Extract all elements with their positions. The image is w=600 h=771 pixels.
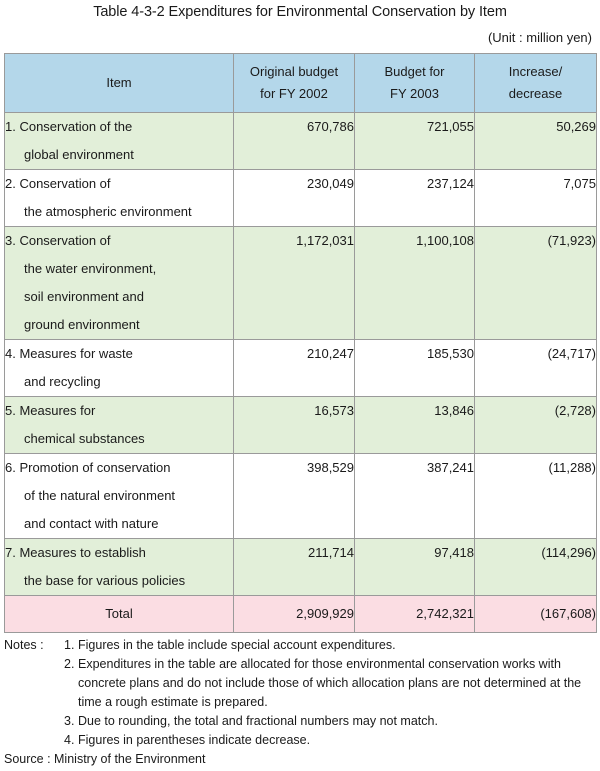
row-change: (2,728) xyxy=(475,397,597,454)
item-line: 1. Conservation of the xyxy=(5,119,133,134)
header-item: Item xyxy=(5,54,234,113)
header-change-line2: decrease xyxy=(508,86,563,101)
item-line: the water environment, xyxy=(24,261,157,276)
unit-label: (Unit : million yen) xyxy=(487,30,592,45)
item-line: 7. Measures to establish xyxy=(5,545,146,560)
row-item-label xyxy=(5,539,234,596)
table-row xyxy=(5,340,597,397)
row-item-label xyxy=(5,113,234,170)
header-budget-2003 xyxy=(355,54,475,113)
row-change: (71,923) xyxy=(475,227,597,340)
row-original-budget: 16,573 xyxy=(234,397,355,454)
row-item-label xyxy=(5,170,234,227)
item-line: global environment xyxy=(24,147,134,162)
row-item-label xyxy=(5,340,234,397)
item-line: soil environment and xyxy=(24,289,144,304)
header-original-line1: Original budget xyxy=(249,64,339,79)
table-row xyxy=(5,170,597,227)
row-change: (24,717) xyxy=(475,340,597,397)
note-number: 3. xyxy=(64,714,75,728)
row-original-budget: 670,786 xyxy=(234,113,355,170)
row-change: (11,288) xyxy=(475,454,597,539)
note-text: Expenditures in the table are allocated for those environmental conservation works with concrete plans and do not include those of which allocation plans are not determined at the time a rough estimate is prepared. xyxy=(78,657,582,709)
table-row xyxy=(5,397,597,454)
table-row xyxy=(5,454,597,539)
table-title: Table 4-3-2 Expenditures for Environmental Conservation by Item xyxy=(93,4,507,20)
note-number: 1. xyxy=(64,638,75,652)
total-budget: 2,742,321 xyxy=(355,596,475,633)
row-change: (114,296) xyxy=(475,539,597,596)
note-row xyxy=(4,731,596,750)
item-line: chemical substances xyxy=(24,431,145,446)
header-budget-line1: Budget for xyxy=(384,64,445,79)
row-item-label xyxy=(5,227,234,340)
table-row xyxy=(5,227,597,340)
item-line: 4. Measures for waste xyxy=(5,346,133,361)
total-label: Total xyxy=(5,596,234,633)
header-change xyxy=(475,54,597,113)
row-original-budget: 1,172,031 xyxy=(234,227,355,340)
row-item-label xyxy=(5,397,234,454)
row-change: 7,075 xyxy=(475,170,597,227)
row-original-budget: 210,247 xyxy=(234,340,355,397)
row-original-budget: 230,049 xyxy=(234,170,355,227)
item-line: and contact with nature xyxy=(24,516,159,531)
note-text: Figures in parentheses indicate decrease. xyxy=(78,733,311,747)
source-line: Source : Ministry of the Environment xyxy=(4,752,206,766)
item-line: of the natural environment xyxy=(24,488,176,503)
item-line: 5. Measures for xyxy=(5,403,96,418)
total-row xyxy=(5,596,597,633)
note-number: 4. xyxy=(64,733,75,747)
row-budget-2003: 387,241 xyxy=(355,454,475,539)
note-number: 2. xyxy=(64,657,75,671)
expenditure-table xyxy=(4,53,597,633)
row-original-budget: 211,714 xyxy=(234,539,355,596)
note-text: Figures in the table include special account expenditures. xyxy=(78,638,396,652)
table-row xyxy=(5,539,597,596)
item-line: and recycling xyxy=(24,374,101,389)
row-budget-2003: 237,124 xyxy=(355,170,475,227)
row-budget-2003: 13,846 xyxy=(355,397,475,454)
row-budget-2003: 185,530 xyxy=(355,340,475,397)
header-original-budget xyxy=(234,54,355,113)
header-change-line1: Increase/ xyxy=(508,64,563,79)
note-row xyxy=(4,636,596,655)
note-row xyxy=(4,655,596,712)
row-original-budget: 398,529 xyxy=(234,454,355,539)
table-row xyxy=(5,113,597,170)
row-change: 50,269 xyxy=(475,113,597,170)
item-line: the atmospheric environment xyxy=(24,204,192,219)
row-budget-2003: 97,418 xyxy=(355,539,475,596)
item-line: the base for various policies xyxy=(24,573,186,588)
item-line: 3. Conservation of xyxy=(5,233,111,248)
total-original: 2,909,929 xyxy=(234,596,355,633)
row-item-label xyxy=(5,454,234,539)
row-budget-2003: 1,100,108 xyxy=(355,227,475,340)
header-budget-line2: FY 2003 xyxy=(390,86,439,101)
item-line: 2. Conservation of xyxy=(5,176,111,191)
item-line: ground environment xyxy=(24,317,140,332)
table-body xyxy=(5,113,597,596)
item-line: 6. Promotion of conservation xyxy=(5,460,171,475)
note-text: Due to rounding, the total and fractional numbers may not match. xyxy=(78,714,438,728)
notes-label: Notes : xyxy=(4,638,44,652)
row-budget-2003: 721,055 xyxy=(355,113,475,170)
note-row xyxy=(4,712,596,731)
header-original-line2: for FY 2002 xyxy=(260,86,328,101)
total-change: (167,608) xyxy=(475,596,597,633)
notes-section xyxy=(4,636,596,769)
table-header-row xyxy=(5,54,597,113)
